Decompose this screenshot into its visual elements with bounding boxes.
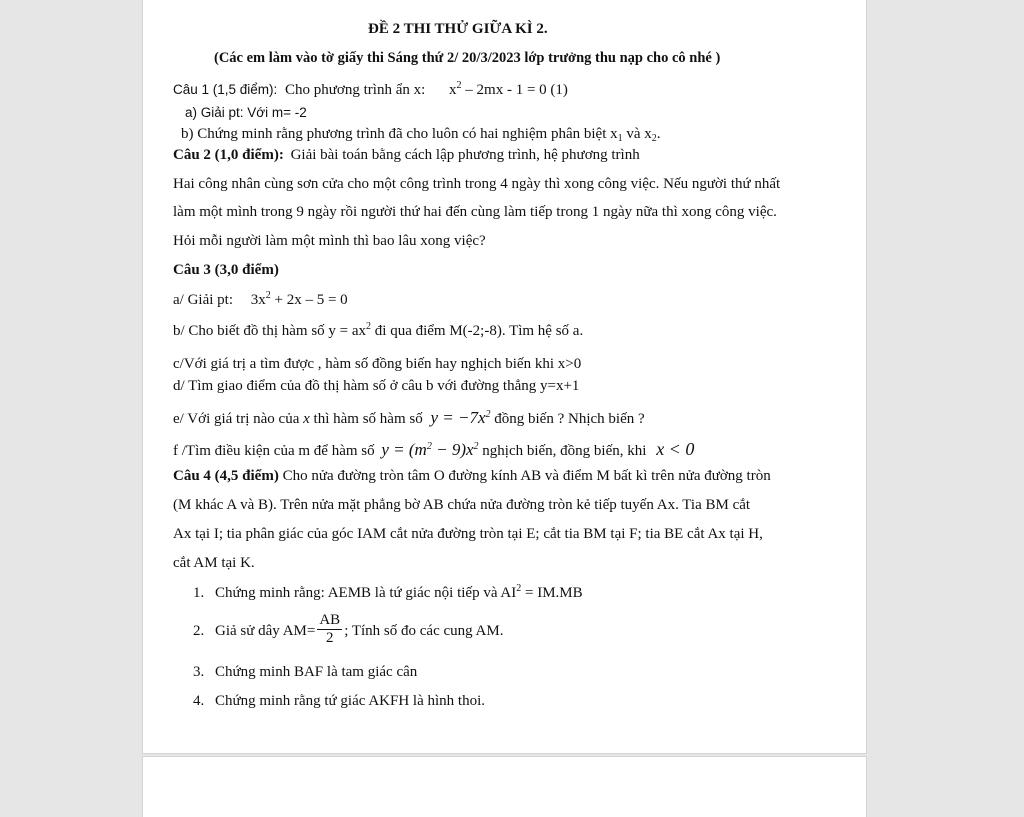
q3-part-f	[173, 440, 694, 460]
q4-item-2-frac-den: 2	[326, 630, 334, 647]
q4-line-1-text: Cho nửa đường tròn tâm O đường kính AB và điểm M bất kì trên nửa đường tròn	[282, 468, 771, 484]
q4-item-2-frac-num: AB	[319, 612, 341, 629]
q4-item-2-pre: Giả sử dây AM=	[215, 623, 316, 639]
q3-e-var: x	[303, 411, 310, 427]
q3-f-post: nghịch biến, đồng biến, khi	[482, 443, 647, 459]
q3-part-d	[173, 377, 579, 395]
q4-line-2-text: (M khác A và B). Trên nửa mặt phẳng bờ AB chứa nửa đường tròn kẻ tiếp tuyến Ax. Tia BM cắt	[173, 497, 751, 513]
q1-part-b-sub1: 1	[617, 133, 623, 144]
q3-a-eq-pre: 3x	[250, 292, 266, 308]
q1-equation	[449, 82, 568, 98]
q2-line-3	[173, 232, 486, 250]
q3-b-exp: 2	[366, 321, 372, 332]
q3-heading	[173, 261, 279, 279]
q4-item-2-post: ; Tính số đo các cung AM.	[344, 623, 504, 639]
q3-f-cond: x < 0	[656, 439, 695, 459]
q1-part-b-sub2: 2	[651, 133, 657, 144]
q3-f-eq-pre: y = (m	[381, 440, 427, 459]
q3-a-pre: a/ Giải pt:	[173, 292, 233, 308]
q3-f-eq-exp1: 2	[426, 441, 432, 452]
q3-c-text: c/Với giá trị a tìm được , hàm số đồng biến hay nghịch biến khi x>0	[173, 356, 582, 372]
q3-a-equation	[251, 292, 348, 308]
q3-b-pre: b/ Cho biết đồ thị hàm số y = ax	[173, 323, 367, 339]
q4-item-4	[193, 692, 485, 710]
q1-part-a	[185, 104, 307, 122]
q3-f-equation	[381, 440, 478, 459]
q3-e-eq-exp: 2	[485, 409, 491, 420]
q1-text: Cho phương trình ẩn x:	[285, 82, 426, 98]
q4-item-1-pre: Chứng minh rằng: AEMB là tứ giác nội tiếp và AI	[215, 585, 517, 601]
q1-heading	[173, 81, 568, 99]
q4-label: Câu 4 (4,5 điểm)	[173, 468, 279, 484]
q4-item-4-text: Chứng minh rằng tứ giác AKFH là hình thoi.	[215, 693, 485, 709]
q1-eq-pre: x	[449, 82, 457, 98]
q3-e-pre: e/ Với giá trị nào của	[173, 411, 300, 427]
q2-line-1-text: Hai công nhân cùng sơn cửa cho một công trình trong 4 ngày thì xong công việc. Nếu người thứ nhất	[173, 176, 781, 192]
q1-part-b-mid: và x	[622, 126, 652, 142]
page-title	[368, 20, 548, 38]
q4-line-3-text: Ax tại I; tia phân giác của góc IAM cắt nửa đường tròn tại E; cắt tia BM tại F; tia BE cắt Ax tại H,	[173, 526, 763, 542]
q3-part-b	[173, 322, 583, 340]
next-page	[142, 756, 867, 817]
q2-line-3-text: Hỏi mỗi người làm một mình thì bao lâu xong việc?	[173, 233, 486, 249]
q3-part-e	[173, 409, 645, 428]
page-subtitle	[214, 49, 720, 67]
q3-d-text: d/ Tìm giao điểm của đồ thị hàm số ở câu b với đường thẳng y=x+1	[173, 378, 580, 394]
q3-f-eq-exp2: 2	[473, 441, 479, 452]
q1-eq-exp: 2	[456, 80, 462, 91]
q4-item-4-number: 4.	[193, 693, 205, 709]
q1-part-a-text: a) Giải pt: Với m= -2	[185, 105, 307, 120]
q4-item-1-post: = IM.MB	[521, 585, 583, 601]
q2-heading	[173, 146, 640, 164]
q1-label: Câu 1 (1,5 điểm):	[173, 82, 278, 97]
q3-f-eq-mid: − 9)x	[431, 440, 474, 459]
q1-eq-post: – 2mx - 1 = 0 (1)	[461, 82, 568, 98]
q3-a-eq-post: + 2x – 5 = 0	[270, 292, 348, 308]
title-text: ĐỀ 2 THI THỬ GIỮA KÌ 2.	[368, 21, 548, 37]
q1-part-b-pre: b) Chứng minh rằng phương trình đã cho luôn có hai nghiệm phân biệt x	[181, 126, 618, 142]
q3-part-c	[173, 355, 581, 373]
subtitle-text: (Các em làm vào tờ giấy thi Sáng thứ 2/ 20/3/2023 lớp trưởng thu nạp cho cô nhé )	[214, 50, 721, 66]
q2-line-2-text: làm một mình trong 9 ngày rồi người thứ hai đến cùng làm tiếp trong 1 ngày nữa thì xong công việc.	[173, 204, 777, 220]
q2-label: Câu 2 (1,0 điểm):	[173, 147, 284, 163]
q4-line-1	[173, 467, 771, 485]
q3-label: Câu 3 (3,0 điểm)	[173, 262, 279, 278]
q1-part-b-post: .	[656, 126, 661, 142]
q4-item-3	[193, 663, 417, 681]
q3-a-eq-exp: 2	[265, 290, 271, 301]
q4-item-1-exp: 2	[516, 583, 522, 594]
q4-item-1-number: 1.	[193, 585, 205, 601]
q3-f-pre: f /Tìm điều kiện của m để hàm số	[173, 443, 375, 459]
q3-e-post: đồng biến ? Nhịch biến ?	[494, 411, 645, 427]
q3-e-eq-pre: y = −7x	[430, 408, 486, 427]
q3-b-post: đi qua điểm M(-2;-8). Tìm hệ số a.	[371, 323, 584, 339]
q2-line-1	[173, 175, 780, 193]
q4-item-2-fraction	[317, 612, 342, 647]
q4-item-3-number: 3.	[193, 664, 205, 680]
q2-heading-text: Giải bài toán bằng cách lập phương trình, hệ phương trình	[290, 147, 640, 163]
q4-item-2-number: 2.	[193, 623, 205, 639]
q4-item-1	[193, 584, 583, 602]
q4-line-4	[173, 554, 255, 572]
q3-e-mid: thì hàm số hàm số	[313, 411, 423, 427]
q3-e-equation	[430, 408, 490, 427]
q4-line-4-text: cắt AM tại K.	[173, 555, 255, 571]
q4-line-2	[173, 496, 750, 514]
q1-part-b	[181, 125, 661, 143]
q4-line-3	[173, 525, 763, 543]
q3-part-a	[173, 291, 348, 309]
q2-line-2	[173, 203, 777, 221]
q4-item-3-text: Chứng minh BAF là tam giác cân	[215, 664, 418, 680]
q4-item-2	[193, 613, 503, 649]
